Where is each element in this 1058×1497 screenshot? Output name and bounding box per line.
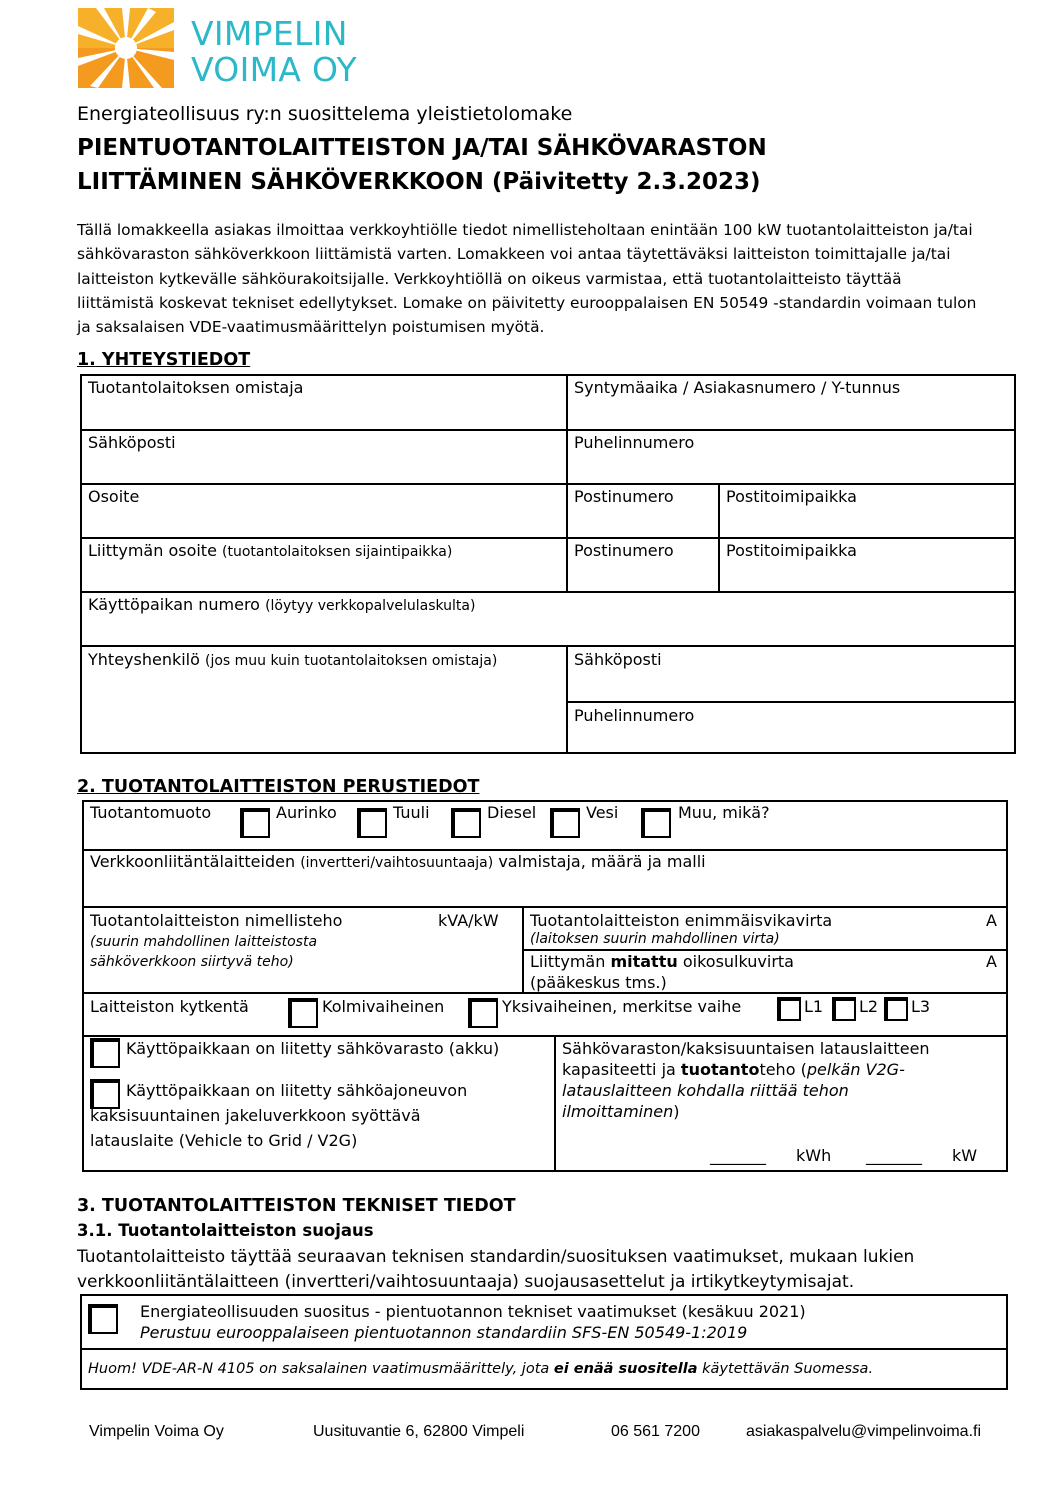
divider [80, 591, 1016, 593]
single-phase-label: Yksivaiheinen, merkitse vaihe [502, 997, 742, 1016]
contact-person-field[interactable] [88, 650, 497, 669]
site-number-field[interactable] [88, 595, 475, 614]
logo-line-2: VOIMA OY [191, 50, 357, 89]
protection-line-1: Tuotantolaitteisto täyttää seuraavan teknisen standardin/suosituksen vaatimukset, mukaan lukien [77, 1247, 915, 1267]
divider [82, 1035, 1008, 1037]
section-2-heading [77, 777, 479, 797]
v2g-label-line-3: latauslaite (Vehicle to Grid / V2G) [90, 1131, 358, 1150]
capacity-text-b: tuotanto [680, 1060, 760, 1079]
phase-l3-label: L3 [911, 997, 931, 1016]
section-1-heading [77, 350, 250, 370]
section-3-number: 3. [77, 1196, 96, 1216]
short-circuit-label-b: mitattu [610, 952, 678, 971]
postal-code-field-2[interactable]: Postinumero [574, 541, 674, 560]
inverter-label-a: Verkkoonliitäntälaitteiden [90, 852, 296, 871]
diesel-checkbox[interactable] [451, 808, 481, 838]
footer-phone: 06 561 7200 [611, 1423, 700, 1440]
form-subtitle: Energiateollisuus ry:n suosittelema yleistietolomake [77, 103, 573, 125]
v2g-label-line-1: Käyttöpaikkaan on liitetty sähköajoneuvon [126, 1081, 468, 1100]
hydro-label: Vesi [586, 803, 619, 822]
standard-checkbox[interactable] [88, 1304, 118, 1334]
short-circuit-field[interactable] [530, 952, 794, 971]
inverter-label-b: (invertteri/vaihtosuuntaaja) [300, 855, 494, 871]
phase-l1-checkbox[interactable] [777, 997, 801, 1021]
capacity-line-1: Sähkövaraston/kaksisuuntaisen latauslaitteen [562, 1039, 930, 1058]
logo-line-1: VIMPELIN [191, 14, 348, 53]
logo-wordmark [191, 16, 357, 88]
vde-note-a: Huom! VDE-AR-N 4105 on saksalainen vaatimusmäärittely, jota [88, 1361, 550, 1377]
site-number-note: (löytyy verkkopalvelulaskulta) [265, 598, 476, 614]
capacity-line-2 [562, 1060, 905, 1079]
solar-label: Aurinko [276, 803, 337, 822]
short-circuit-label-c: oikosulkuvirta [682, 952, 794, 971]
other-label: Muu, mikä? [678, 803, 770, 822]
phase-l1-label: L1 [804, 997, 824, 1016]
battery-storage-checkbox[interactable] [90, 1038, 120, 1068]
divider [522, 949, 1008, 951]
capacity-text-e: ilmoittaminen [562, 1102, 674, 1121]
city-field[interactable]: Postitoimipaikka [726, 487, 857, 506]
production-type-label: Tuotantomuoto [90, 803, 212, 822]
intro-paragraph: Tällä lomakkeella asiakas ilmoittaa verkkoyhtiölle tiedot nimellisteholtaan enintään 100 kW tuotantolaitteiston ja/tai sähkövaraston sähköverkkoon liittämistä varten. Lomakkeen voi antaa täytettäväksi laitteiston toimittajalle ja/tai laitteiston kytkevälle sähköurakoitsijalle. Verkkoyhtiöllä on oikeus varmistaa, että tuotantolaitteisto täyttää liittämistä koskevat tekniset edellytykset. Lomake on päivitetty eurooppalaisen EN 50549 -standardin voimaan tulon ja saksalaisen VDE-vaatimusmäärittelyn poistumisen myötä. [77, 221, 977, 337]
v2g-label-line-2: kaksisuuntainen jakeluverkkoon syöttävä [90, 1106, 421, 1125]
phase-l2-checkbox[interactable] [832, 997, 856, 1021]
section-2-title: TUOTANTOLAITTEISTON PERUSTIEDOT [101, 777, 480, 797]
divider [80, 483, 1016, 485]
other-checkbox[interactable] [641, 808, 671, 838]
capacity-text-f: ) [673, 1102, 680, 1121]
solar-checkbox[interactable] [240, 808, 270, 838]
kw-input[interactable]: _______ [866, 1146, 922, 1165]
short-circuit-label-a: Liittymän [530, 952, 606, 971]
single-phase-checkbox[interactable] [468, 998, 498, 1028]
site-number-label: Käyttöpaikan numero [88, 595, 260, 614]
max-fault-current-field[interactable]: Tuotantolaitteiston enimmäisvikavirta [530, 911, 833, 930]
battery-storage-label: Käyttöpaikkaan on liitetty sähkövarasto (akku) [126, 1039, 500, 1058]
divider [718, 483, 720, 591]
inverter-label-c: valmistaja, määrä ja malli [498, 852, 706, 871]
wind-label: Tuuli [393, 803, 430, 822]
capacity-line-3: latauslaitteen kohdalla riittää tehon [562, 1081, 849, 1100]
divider [522, 906, 524, 992]
section-1-number: 1. [77, 350, 96, 370]
owner-field[interactable]: Tuotantolaitoksen omistaja [88, 378, 304, 397]
three-phase-label: Kolmivaiheinen [322, 997, 445, 1016]
divider [566, 701, 1016, 703]
three-phase-checkbox[interactable] [288, 998, 318, 1028]
form-title [77, 131, 767, 199]
sun-logo-icon [78, 8, 174, 88]
vde-note-b: ei enää suositella [553, 1361, 698, 1377]
email-field[interactable]: Sähköposti [88, 433, 176, 452]
section-3-1-heading [77, 1221, 374, 1240]
connection-address-label: Liittymän osoite [88, 541, 217, 560]
divider [82, 992, 1008, 994]
divider [554, 1035, 556, 1172]
v2g-checkbox[interactable] [90, 1079, 120, 1109]
capacity-text-a: kapasiteetti ja [562, 1060, 676, 1079]
contact-person-note: (jos muu kuin tuotantolaitoksen omistaja) [205, 653, 498, 669]
contact-phone-field[interactable]: Puhelinnumero [574, 706, 695, 725]
hydro-checkbox[interactable] [550, 808, 580, 838]
kwh-unit: kWh [796, 1146, 832, 1165]
connection-address-field[interactable] [88, 541, 452, 560]
vde-note-c: käytettävän Suomessa. [702, 1361, 874, 1377]
title-line-2: LIITTÄMINEN SÄHKÖVERKKOON (Päivitetty 2.3.2023) [77, 169, 761, 195]
divider [566, 645, 568, 754]
capacity-line-4 [562, 1102, 679, 1121]
nominal-power-field[interactable]: Tuotantolaitteiston nimellisteho [90, 911, 343, 930]
divider [566, 374, 568, 591]
footer-address: Uusituvantie 6, 62800 Vimpeli [313, 1423, 525, 1440]
standard-option-label: Energiateollisuuden suositus - pientuotannon tekniset vaatimukset (kesäkuu 2021) [140, 1302, 806, 1321]
section-3-1-title: Tuotantolaitteiston suojaus [118, 1221, 374, 1240]
nominal-note-line-1: (suurin mahdollinen laitteistosta [90, 934, 318, 950]
connection-label: Laitteiston kytkentä [90, 997, 249, 1016]
short-circuit-unit: A [986, 952, 997, 971]
diesel-label: Diesel [487, 803, 537, 822]
connection-address-note: (tuotantolaitoksen sijaintipaikka) [222, 544, 453, 560]
max-fault-unit: A [986, 911, 997, 930]
protection-line-2: verkkoonliitäntälaitteen (invertteri/vaihtosuuntaaja) suojausasettelut ja irtikytkeytymisajat. [77, 1272, 855, 1292]
wind-checkbox[interactable] [357, 808, 387, 838]
capacity-text-c: teho ( [759, 1060, 807, 1079]
section-3-1-number: 3.1. [77, 1221, 113, 1240]
inverter-field[interactable] [90, 852, 706, 871]
section-3-heading [77, 1196, 516, 1216]
company-logo [78, 8, 448, 88]
section-1-title: YHTEYSTIEDOT [101, 350, 251, 370]
divider [80, 645, 1016, 647]
contact-email-field[interactable]: Sähköposti [574, 650, 662, 669]
divider [82, 849, 1008, 851]
standard-option-note: Perustuu eurooppalaiseen pientuotannon standardiin SFS-EN 50549-1:2019 [140, 1323, 748, 1342]
nominal-note-line-2: sähköverkkoon siirtyvä teho) [90, 954, 294, 970]
kw-unit: kW [952, 1146, 978, 1165]
section-2-number: 2. [77, 777, 96, 797]
kwh-input[interactable]: _______ [710, 1146, 766, 1165]
vde-note [88, 1361, 873, 1377]
footer-email[interactable]: asiakaspalvelu@vimpelinvoima.fi [746, 1423, 982, 1440]
title-line-1: PIENTUOTANTOLAITTEISTON JA/TAI SÄHKÖVARASTON [77, 135, 767, 161]
footer-company: Vimpelin Voima Oy [89, 1423, 224, 1440]
short-circuit-note: (pääkeskus tms.) [530, 973, 667, 992]
divider [82, 906, 1008, 908]
address-field[interactable]: Osoite [88, 487, 140, 506]
divider [80, 1348, 1008, 1350]
section-3-title: TUOTANTOLAITTEISTON TEKNISET TIEDOT [101, 1196, 516, 1216]
divider [80, 429, 1016, 431]
phase-l2-label: L2 [859, 997, 879, 1016]
nominal-power-note [90, 932, 317, 972]
phase-l3-checkbox[interactable] [884, 997, 908, 1021]
protection-paragraph [77, 1245, 914, 1295]
contact-person-label: Yhteyshenkilö [88, 650, 200, 669]
divider [80, 537, 1016, 539]
max-fault-note: (laitoksen suurin mahdollinen virta) [530, 931, 780, 947]
nominal-power-unit: kVA/kW [438, 911, 499, 930]
postal-code-field[interactable]: Postinumero [574, 487, 674, 506]
birthdate-customer-id-field[interactable]: Syntymäaika / Asiakasnumero / Y-tunnus [574, 378, 901, 397]
city-field-2[interactable]: Postitoimipaikka [726, 541, 857, 560]
phone-field[interactable]: Puhelinnumero [574, 433, 695, 452]
contact-info-table [80, 374, 1016, 754]
capacity-text-d: pelkän V2G- [806, 1060, 905, 1079]
